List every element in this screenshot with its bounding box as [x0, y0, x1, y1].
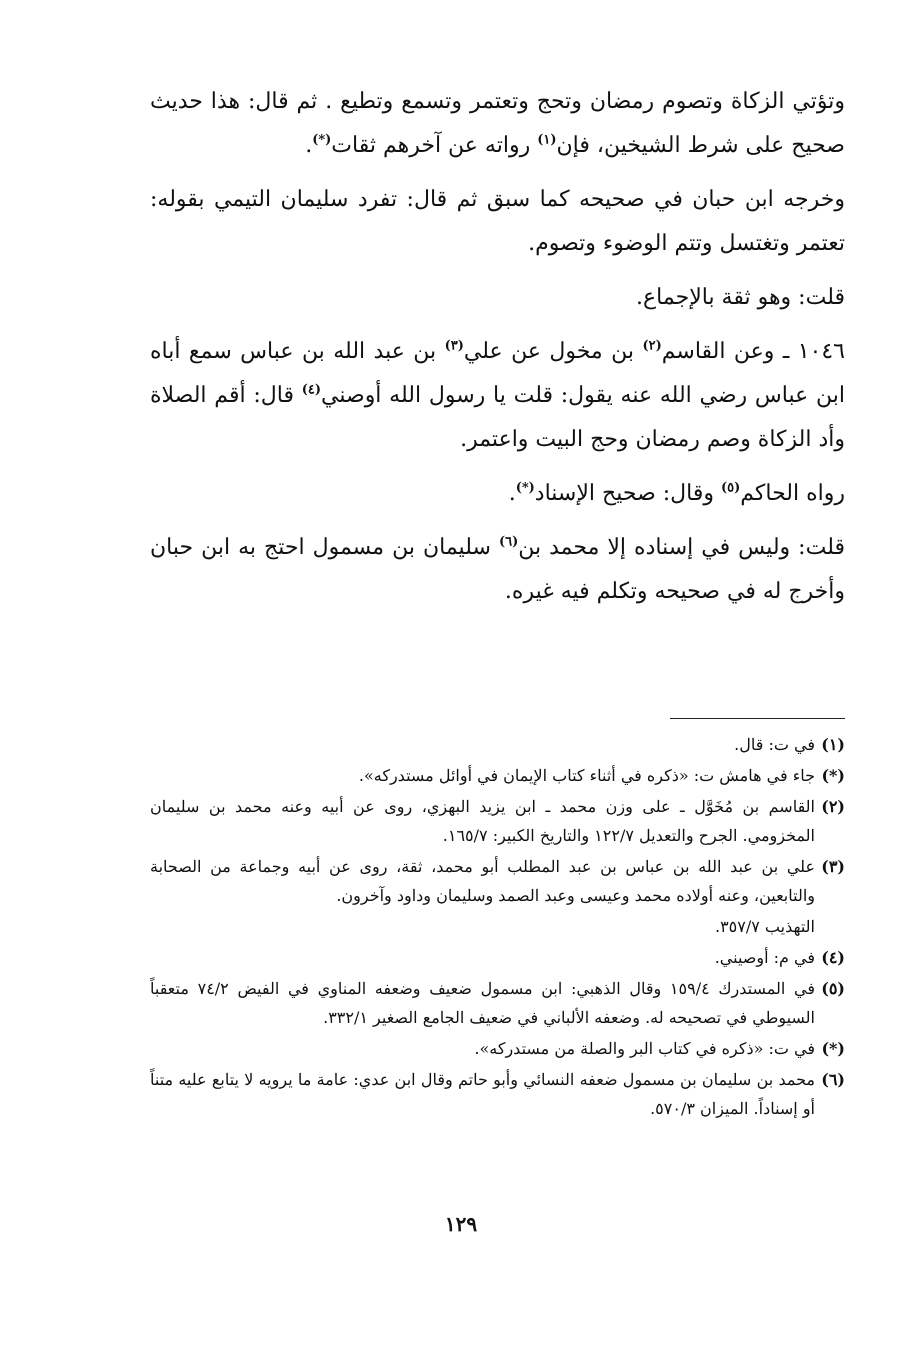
footnote-item [150, 1065, 845, 1123]
footnote-item [150, 761, 845, 790]
paragraph-5 [150, 472, 845, 516]
footnote-item [150, 912, 845, 941]
paragraph-1-text-2: رواته عن آخرهم ثقات [331, 133, 538, 158]
footnote-mark: (٦) [821, 1070, 845, 1089]
main-text [150, 80, 845, 614]
footnote-text: في المستدرك ١٥٩/٤ وقال الذهبي: ابن مسمول ضعيف وضعفه المناوي في الفيض ٧٤/٢ متعقباً السيوطي في تصحيحه له. وضعفه الألباني في ضعيف الجامع الصغير ٣٣٢/١. [150, 979, 816, 1027]
footnote-text: علي بن عبد الله بن عباس بن عبد المطلب أبو محمد، ثقة، روى عن أبيه وجماعة من الصحابة والتابعين، وعنه أولاده محمد وعيسى وعبد الصمد وسليمان وداود وآخرون. [150, 857, 815, 905]
page-number: ١٢٩ [444, 1212, 478, 1236]
footnote-ref-6[interactable]: (٦) [498, 534, 519, 550]
paragraph-3 [150, 276, 845, 320]
footnote-mark: (٣) [821, 857, 845, 876]
footnote-item [150, 792, 845, 850]
paragraph-4-text-c: بن عبد الله بن عباس سمع أباه ابن عباس رضي الله عنه يقول: قلت يا رسول الله أوصني [150, 339, 845, 408]
page-content [150, 80, 845, 1118]
footnote-item [150, 943, 845, 972]
footnote-text: محمد بن سليمان بن مسمول ضعفه النسائي وأبو حاتم وقال ابن عدي: عامة ما يرويه لا يتابع عليه متناً أو إسناداً. الميزان ٥٧٠/٣. [150, 1070, 815, 1118]
paragraph-4-text-a: ١٠٤٦ ـ وعن القاسم [661, 339, 845, 364]
footnote-ref-4[interactable]: (٤) [301, 382, 322, 398]
paragraph-1-text: وتؤتي الزكاة وتصوم رمضان وتحج وتعتمر وتسمع وتطيع . ثم قال: هذا حديث صحيح على شرط الشيخين، فإن [150, 89, 845, 158]
paragraph-6-text-a: قلت: وليس في إسناده إلا محمد بن [518, 535, 845, 560]
paragraph-5-text-b: وقال: صحيح الإسناد [534, 481, 721, 506]
footnote-item [150, 1034, 845, 1063]
footnotes [150, 730, 845, 1125]
footnote-separator [670, 718, 845, 719]
footnote-ref-star-2[interactable]: (*) [515, 480, 535, 496]
footnote-text: التهذيب ٣٥٧/٧. [714, 917, 815, 936]
paragraph-5-end: . [508, 481, 516, 506]
footnote-mark: (*) [821, 766, 845, 785]
footnote-item [150, 730, 845, 759]
paragraph-4-text-b: بن مخول عن علي [463, 339, 643, 364]
paragraph-6-text-b: سليمان بن مسمول احتج به ابن حبان وأخرج له في صحيحه وتكلم فيه غيره. [150, 535, 845, 604]
paragraph-3-text: قلت: وهو ثقة بالإجماع. [636, 285, 845, 310]
paragraph-4 [150, 330, 845, 462]
paragraph-1-end: . [305, 133, 313, 158]
footnote-item [150, 974, 845, 1032]
footnote-ref-2[interactable]: (٢) [642, 338, 662, 354]
footnote-ref-star-1[interactable]: (*) [312, 132, 332, 148]
footnote-text: القاسم بن مُخَوَّل ـ على وزن محمد ـ ابن يزيد البهزي، روى عن أبيه وعنه محمد بن سليمان المخزومي. الجرح والتعديل ١٢٢/٧ والتاريخ الكبير: ١٦٥/٧. [150, 797, 815, 845]
footnote-mark: (٢) [821, 797, 845, 816]
footnote-text: في ت: قال. [734, 735, 815, 754]
footnote-mark: (٤) [821, 948, 845, 967]
footnote-text: في م: أوصيني. [714, 948, 815, 967]
footnote-text: في ت: «ذكره في كتاب البر والصلة من مستدركه». [474, 1039, 815, 1058]
footnote-mark: (*) [821, 1039, 845, 1058]
paragraph-2 [150, 178, 845, 266]
footnote-ref-3[interactable]: (٣) [444, 338, 464, 354]
footnote-ref-1[interactable]: (١) [537, 132, 557, 148]
footnote-text: جاء في هامش ت: «ذكره في أثناء كتاب الإيمان في أوائل مستدركه». [358, 766, 815, 785]
paragraph-2-text: وخرجه ابن حبان في صحيحه كما سبق ثم قال: تفرد سليمان التيمي بقوله: تعتمر وتغتسل وتتم الوضوء وتصوم. [150, 187, 845, 256]
paragraph-6 [150, 526, 845, 614]
footnote-ref-5[interactable]: (٥) [720, 480, 741, 496]
footnote-mark: (١) [821, 735, 845, 754]
footnote-mark: (٥) [821, 979, 845, 998]
paragraph-4-text-d: قال: أقم الصلاة وأد الزكاة وصم رمضان وحج البيت واعتمر. [150, 383, 845, 452]
footnote-item [150, 852, 845, 910]
paragraph-5-text-a: رواه الحاكم [740, 481, 845, 506]
paragraph-1 [150, 80, 845, 168]
